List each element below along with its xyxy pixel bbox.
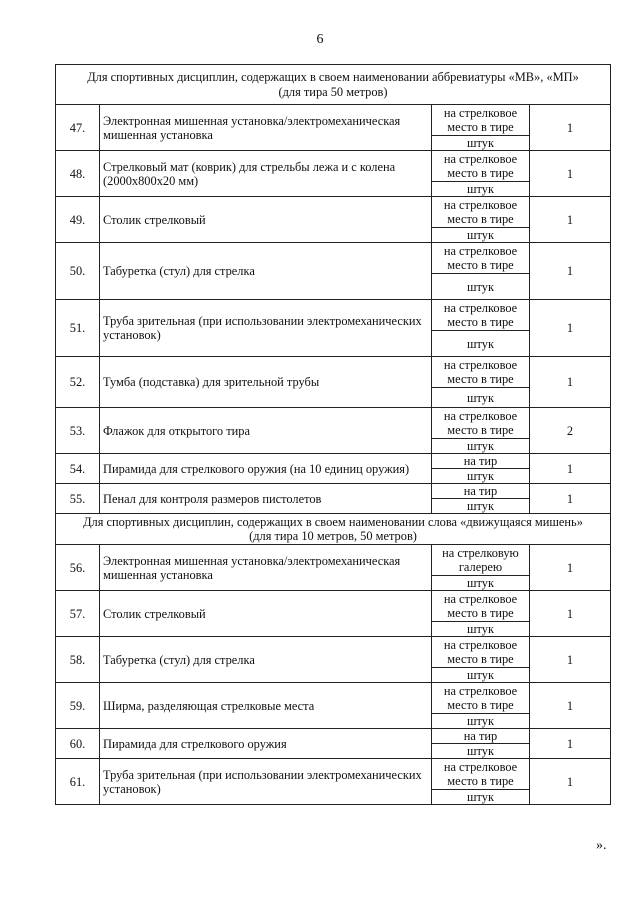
unit-measure: штук xyxy=(432,576,530,591)
table-row xyxy=(56,729,611,744)
row-number: 49. xyxy=(56,197,100,243)
unit-basis: на стрелковую галерею xyxy=(432,545,530,576)
unit-basis: на стрелковое место в тире xyxy=(432,683,530,714)
page-number: 6 xyxy=(316,32,324,47)
section-header xyxy=(56,514,611,545)
row-number: 54. xyxy=(56,454,100,484)
unit-basis: на стрелковое место в тире xyxy=(432,759,530,790)
quantity: 1 xyxy=(530,545,611,591)
unit-measure: штук xyxy=(432,714,530,729)
unit-basis: на стрелковое место в тире xyxy=(432,357,530,388)
quantity: 1 xyxy=(530,729,611,759)
item-name: Столик стрелковый xyxy=(100,197,432,243)
row-number: 52. xyxy=(56,357,100,408)
row-number: 59. xyxy=(56,683,100,729)
item-name: Труба зрительная (при использовании электромеханических установок) xyxy=(100,300,432,357)
table-row xyxy=(56,243,611,274)
row-number: 47. xyxy=(56,105,100,151)
item-name: Электронная мишенная установка/электромеханическая мишенная установка xyxy=(100,545,432,591)
table-row xyxy=(56,151,611,182)
quantity: 1 xyxy=(530,484,611,514)
item-name: Стрелковый мат (коврик) для стрельбы лежа и с колена (2000х800х20 мм) xyxy=(100,151,432,197)
unit-basis: на стрелковое место в тире xyxy=(432,105,530,136)
unit-measure: штук xyxy=(432,668,530,683)
item-name: Флажок для открытого тира xyxy=(100,408,432,454)
item-name: Табуретка (стул) для стрелка xyxy=(100,243,432,300)
table-row xyxy=(56,484,611,499)
item-name: Пенал для контроля размеров пистолетов xyxy=(100,484,432,514)
table-row xyxy=(56,300,611,331)
unit-measure: штук xyxy=(432,228,530,243)
row-number: 57. xyxy=(56,591,100,637)
quantity: 2 xyxy=(530,408,611,454)
table-row xyxy=(56,408,611,439)
item-name: Ширма, разделяющая стрелковые места xyxy=(100,683,432,729)
section-header-row xyxy=(56,514,611,545)
equipment-table xyxy=(55,64,611,805)
unit-basis: на стрелковое место в тире xyxy=(432,151,530,182)
table-row xyxy=(56,197,611,228)
table-row xyxy=(56,357,611,388)
section-title: Для спортивных дисциплин, содержащих в своем наименовании слова «движущаяся мишень» xyxy=(83,515,583,529)
quantity: 1 xyxy=(530,454,611,484)
item-name: Пирамида для стрелкового оружия (на 10 единиц оружия) xyxy=(100,454,432,484)
closing-quote-mark: ». xyxy=(596,838,607,853)
row-number: 50. xyxy=(56,243,100,300)
unit-measure: штук xyxy=(432,744,530,759)
quantity: 1 xyxy=(530,637,611,683)
quantity: 1 xyxy=(530,300,611,357)
table-row xyxy=(56,759,611,790)
unit-measure: штук xyxy=(432,182,530,197)
quantity: 1 xyxy=(530,591,611,637)
section-subtitle: (для тира 50 метров) xyxy=(278,84,388,99)
quantity: 1 xyxy=(530,151,611,197)
item-name: Табуретка (стул) для стрелка xyxy=(100,637,432,683)
unit-basis: на стрелковое место в тире xyxy=(432,197,530,228)
table-row xyxy=(56,545,611,576)
section-subtitle: (для тира 10 метров, 50 метров) xyxy=(249,529,417,543)
item-name: Тумба (подставка) для зрительной трубы xyxy=(100,357,432,408)
unit-measure: штук xyxy=(432,790,530,805)
table-row xyxy=(56,105,611,136)
quantity: 1 xyxy=(530,243,611,300)
unit-basis: на стрелковое место в тире xyxy=(432,300,530,331)
item-name: Пирамида для стрелкового оружия xyxy=(100,729,432,759)
unit-measure: штук xyxy=(432,388,530,408)
row-number: 58. xyxy=(56,637,100,683)
row-number: 61. xyxy=(56,759,100,805)
unit-measure: штук xyxy=(432,469,530,484)
row-number: 53. xyxy=(56,408,100,454)
unit-basis: на тир xyxy=(432,454,530,469)
row-number: 51. xyxy=(56,300,100,357)
row-number: 48. xyxy=(56,151,100,197)
unit-measure: штук xyxy=(432,499,530,514)
unit-measure: штук xyxy=(432,331,530,357)
table-row xyxy=(56,683,611,714)
unit-basis: на стрелковое место в тире xyxy=(432,408,530,439)
unit-measure: штук xyxy=(432,622,530,637)
section-header-row xyxy=(56,65,611,105)
quantity: 1 xyxy=(530,683,611,729)
section-header xyxy=(56,65,611,105)
unit-basis: на тир xyxy=(432,484,530,499)
quantity: 1 xyxy=(530,759,611,805)
item-name: Электронная мишенная установка/электромеханическая мишенная установка xyxy=(100,105,432,151)
row-number: 60. xyxy=(56,729,100,759)
unit-measure: штук xyxy=(432,136,530,151)
table-row xyxy=(56,454,611,469)
quantity: 1 xyxy=(530,105,611,151)
row-number: 55. xyxy=(56,484,100,514)
unit-measure: штук xyxy=(432,274,530,300)
unit-basis: на тир xyxy=(432,729,530,744)
section-title: Для спортивных дисциплин, содержащих в своем наименовании аббревиатуры «МВ», «МП» xyxy=(87,69,579,84)
table-row xyxy=(56,591,611,622)
row-number: 56. xyxy=(56,545,100,591)
table-row xyxy=(56,637,611,668)
unit-basis: на стрелковое место в тире xyxy=(432,243,530,274)
unit-measure: штук xyxy=(432,439,530,454)
item-name: Труба зрительная (при использовании электромеханических установок) xyxy=(100,759,432,805)
unit-basis: на стрелковое место в тире xyxy=(432,591,530,622)
quantity: 1 xyxy=(530,197,611,243)
unit-basis: на стрелковое место в тире xyxy=(432,637,530,668)
quantity: 1 xyxy=(530,357,611,408)
item-name: Столик стрелковый xyxy=(100,591,432,637)
